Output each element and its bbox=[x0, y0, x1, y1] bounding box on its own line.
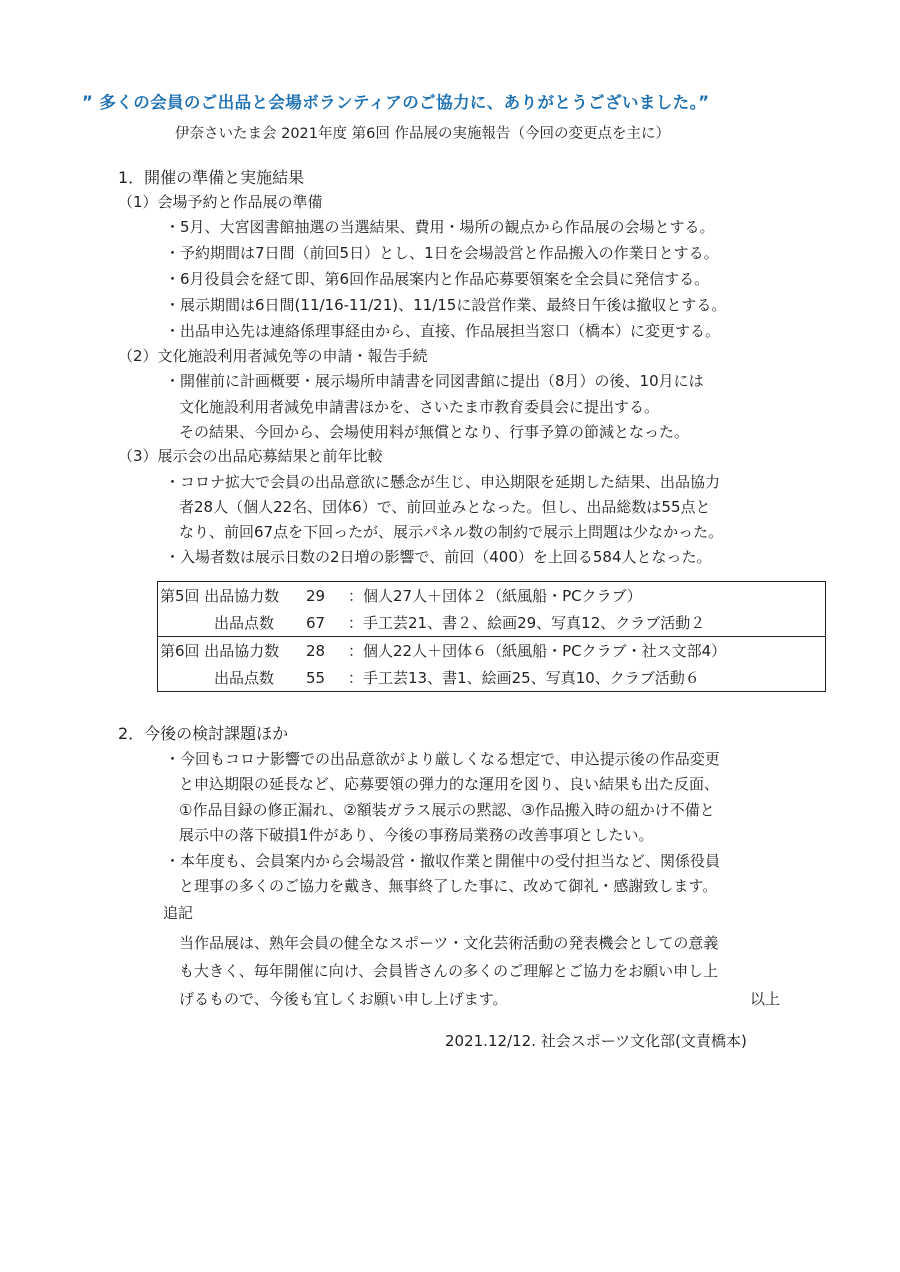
section1-title: 1．開催の準備と実施結果 bbox=[118, 168, 305, 187]
section2-title: 2．今後の検討課題ほか bbox=[118, 724, 289, 743]
sub1-item: ・出品申込先は連絡係理事経由から、直接、作品展担当窓口（橋本）に変更する。 bbox=[165, 322, 721, 340]
sub1-item: ・展示期間は6日間(11/16-11/21)、11/15に設営作業、最終日午後は撤収とする。 bbox=[165, 296, 727, 314]
section2-line: ・今回もコロナ影響での出品意欲がより厳しくなる想定で、申込提示後の作品変更 bbox=[165, 750, 720, 768]
row-detail: ：個人27人＋団体２（紙風船・PCクラブ） bbox=[348, 587, 642, 605]
row-count: 67 bbox=[304, 609, 346, 637]
table-row bbox=[158, 664, 826, 692]
row-label: 第5回 出品協力数 bbox=[160, 587, 280, 605]
sub2-line: ・開催前に計画概要・展示場所申請書を同図書館に提出（8月）の後、10月には bbox=[165, 372, 704, 390]
row-label: 出品点数 bbox=[158, 609, 305, 637]
table-row bbox=[158, 582, 826, 610]
section2-line: と理事の多くのご協力を戴き、無事終了した事に、改めて御礼・感謝致します。 bbox=[179, 877, 718, 895]
sub3-line: ・入場者数は展示日数の2日増の影響で、前回（400）を上回る584人となった。 bbox=[165, 548, 712, 566]
postscript-line: も大きく、毎年開催に向け、会員皆さんの多くのご理解とご協力をお願い申し上 bbox=[179, 962, 719, 980]
report-subtitle: 伊奈さいたま会 2021年度 第6回 作品展の実施報告（今回の変更点を主に） bbox=[175, 126, 670, 142]
postscript-line: 当作品展は、熟年会員の健全なスポーツ・文化芸術活動の発表機会としての意義 bbox=[179, 934, 719, 952]
sub3-title: （3）展示会の出品応募結果と前年比較 bbox=[118, 447, 383, 465]
row-count: 29 bbox=[306, 586, 326, 605]
sub1-item: ・6月役員会を経て即、第6回作品展案内と作品応募要領案を全会員に発信する。 bbox=[165, 270, 710, 288]
headline: ” 多くの会員のご出品と会場ボランティアのご協力に、ありがとうございました。” bbox=[82, 93, 710, 112]
table-row bbox=[158, 609, 826, 637]
sub2-line: その結果、今回から、会場使用料が無償となり、行事予算の節減となった。 bbox=[179, 423, 690, 441]
sub1-item: ・5月、大宮図書館抽選の当選結果、費用・場所の観点から作品展の会場とする。 bbox=[165, 218, 715, 236]
postscript-line: げるもので、今後も宜しくお願い申し上げます。 bbox=[179, 990, 508, 1008]
sub1-title: （1）会場予約と作品展の準備 bbox=[118, 193, 323, 211]
sub2-line: 文化施設利用者減免申請書ほかを、さいたま市教育委員会に提出する。 bbox=[179, 398, 660, 416]
table-row bbox=[158, 637, 826, 665]
comparison-table bbox=[157, 581, 826, 692]
closing-mark: 以上 bbox=[750, 990, 781, 1008]
row-label: 出品点数 bbox=[214, 669, 275, 687]
section2-line: 展示中の落下破損1件があり、今後の事務局業務の改善事項としたい。 bbox=[179, 826, 654, 844]
row-detail: ：手工芸13、書1、絵画25、写真10、クラブ活動６ bbox=[348, 669, 700, 687]
sub3-line: なり、前回67点を下回ったが、展示パネル数の制約で展示上問題は少なかった。 bbox=[179, 523, 724, 541]
row-count: 55 bbox=[306, 668, 326, 687]
signature: 2021.12/12. 社会スポーツ文化部(文責橋本) bbox=[445, 1032, 747, 1050]
sub1-item: ・予約期間は7日間（前回5日）とし、1日を会場設営と作品搬入の作業日とする。 bbox=[165, 244, 719, 262]
sub3-line: ・コロナ拡大で会員の出品意欲に懸念が生じ、申込期限を延期した結果、出品協力 bbox=[165, 473, 721, 491]
row-label: 第6回 出品協力数 bbox=[160, 642, 280, 660]
section2-line: ①作品目録の修正漏れ、②額装ガラス展示の黙認、③作品搬入時の紐かけ不備と bbox=[179, 801, 715, 819]
row-detail: ：手工芸21、書２、絵画29、写真12、クラブ活動２ bbox=[346, 609, 826, 637]
row-count: 28 bbox=[306, 641, 326, 660]
sub3-line: 者28人（個人22名、団体6）で、前回並みとなった。但し、出品総数は55点と bbox=[179, 498, 711, 516]
sub2-title: （2）文化施設利用者減免等の申請・報告手続 bbox=[118, 347, 428, 365]
postscript-label: 追記 bbox=[163, 904, 194, 922]
section2-line: と申込期限の延長など、応募要領の弾力的な運用を図り、良い結果も出た反面、 bbox=[179, 775, 720, 793]
section2-line: ・本年度も、会員案内から会場設営・撤収作業と開催中の受付担当など、関係役員 bbox=[165, 852, 721, 870]
row-detail: ：個人22人＋団体６（紙風船・PCクラブ・社ス文部4） bbox=[348, 642, 727, 660]
